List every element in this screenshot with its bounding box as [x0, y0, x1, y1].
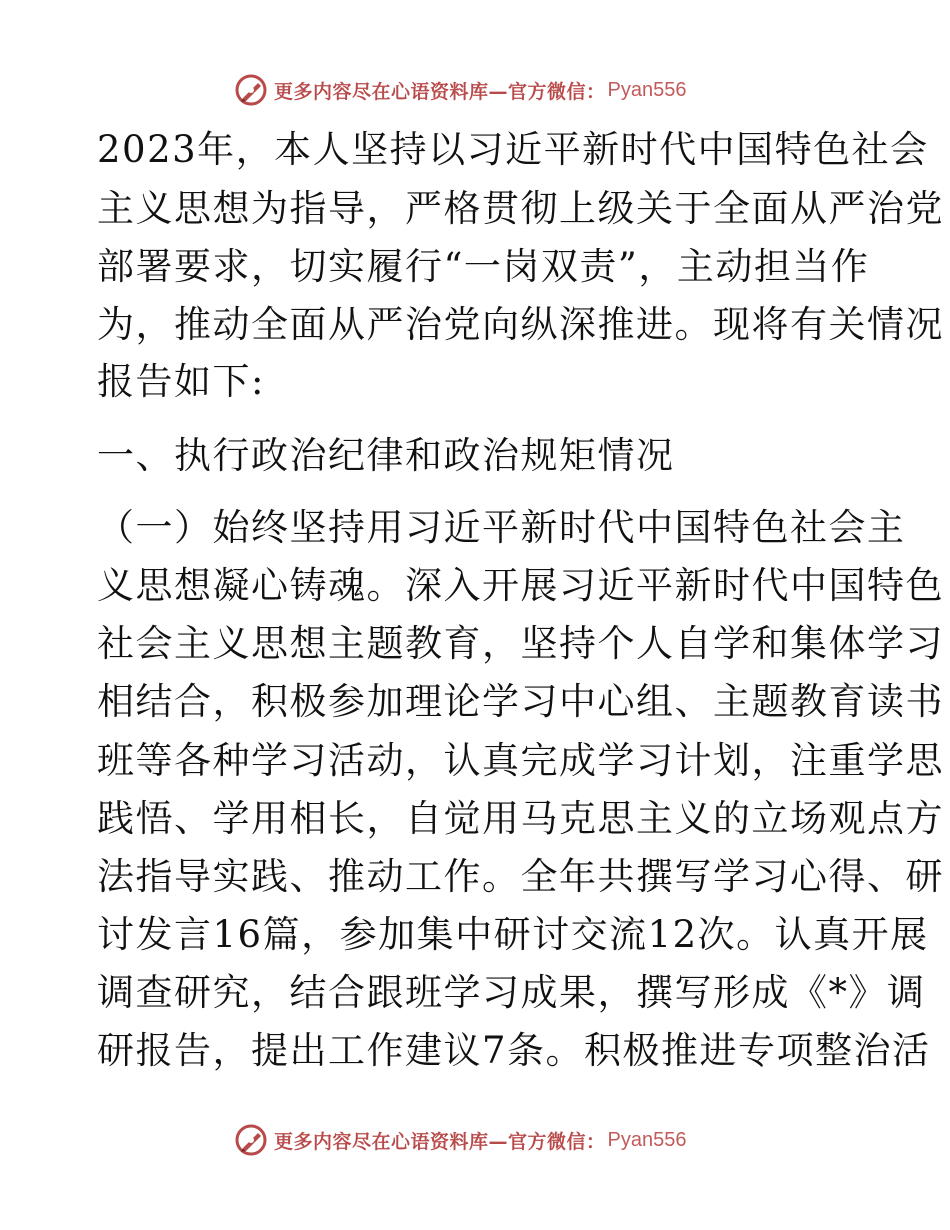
- intro-line-2: 主义思想为指导，严格贯彻上级关于全面从严治党: [97, 187, 944, 230]
- pen-logo-icon: [234, 1123, 268, 1157]
- section-line-8: 讨发言16篇，参加集中研讨交流12次。认真开展: [97, 913, 929, 956]
- section-line-10: 研报告，提出工作建议7条。积极推进专项整治活: [97, 1029, 931, 1072]
- section-heading: 一、执行政治纪律和政治规矩情况: [97, 434, 675, 477]
- intro-line-3: 部署要求，切实履行“一岗双责”，主动担当作: [97, 245, 870, 288]
- intro-line-5: 报告如下:: [97, 360, 265, 403]
- section-line-4: 相结合，积极参加理论学习中心组、主题教育读书: [97, 680, 944, 723]
- section-line-5: 班等各种学习活动，认真完成学习计划，注重学思: [97, 739, 944, 782]
- intro-line-1: 2023年，本人坚持以习近平新时代中国特色社会: [97, 128, 929, 171]
- footer-watermark: [234, 1123, 686, 1157]
- watermark-text: 更多内容尽在心语资料库—官方微信：: [274, 1130, 606, 1153]
- section-line-7: 法指导实践、推动工作。全年共撰写学习心得、研: [97, 855, 944, 898]
- watermark-handle: Pyan556: [607, 78, 687, 101]
- section-line-3: 社会主义思想主题教育，坚持个人自学和集体学习: [97, 622, 944, 665]
- watermark-text: 更多内容尽在心语资料库—官方微信：: [274, 80, 606, 103]
- section-line-2: 义思想凝心铸魂。深入开展习近平新时代中国特色: [97, 564, 944, 607]
- watermark-handle: Pyan556: [607, 1128, 687, 1151]
- pen-logo-icon: [234, 73, 268, 107]
- section-line-6: 践悟、学用相长，自觉用马克思主义的立场观点方: [97, 797, 944, 840]
- header-watermark: [234, 73, 686, 107]
- section-line-1: （一）始终坚持用习近平新时代中国特色社会主: [97, 506, 906, 549]
- section-line-9: 调查研究，结合跟班学习成果，撰写形成《*》调: [97, 971, 926, 1014]
- intro-line-4: 为，推动全面从严治党向纵深推进。现将有关情况: [97, 303, 944, 346]
